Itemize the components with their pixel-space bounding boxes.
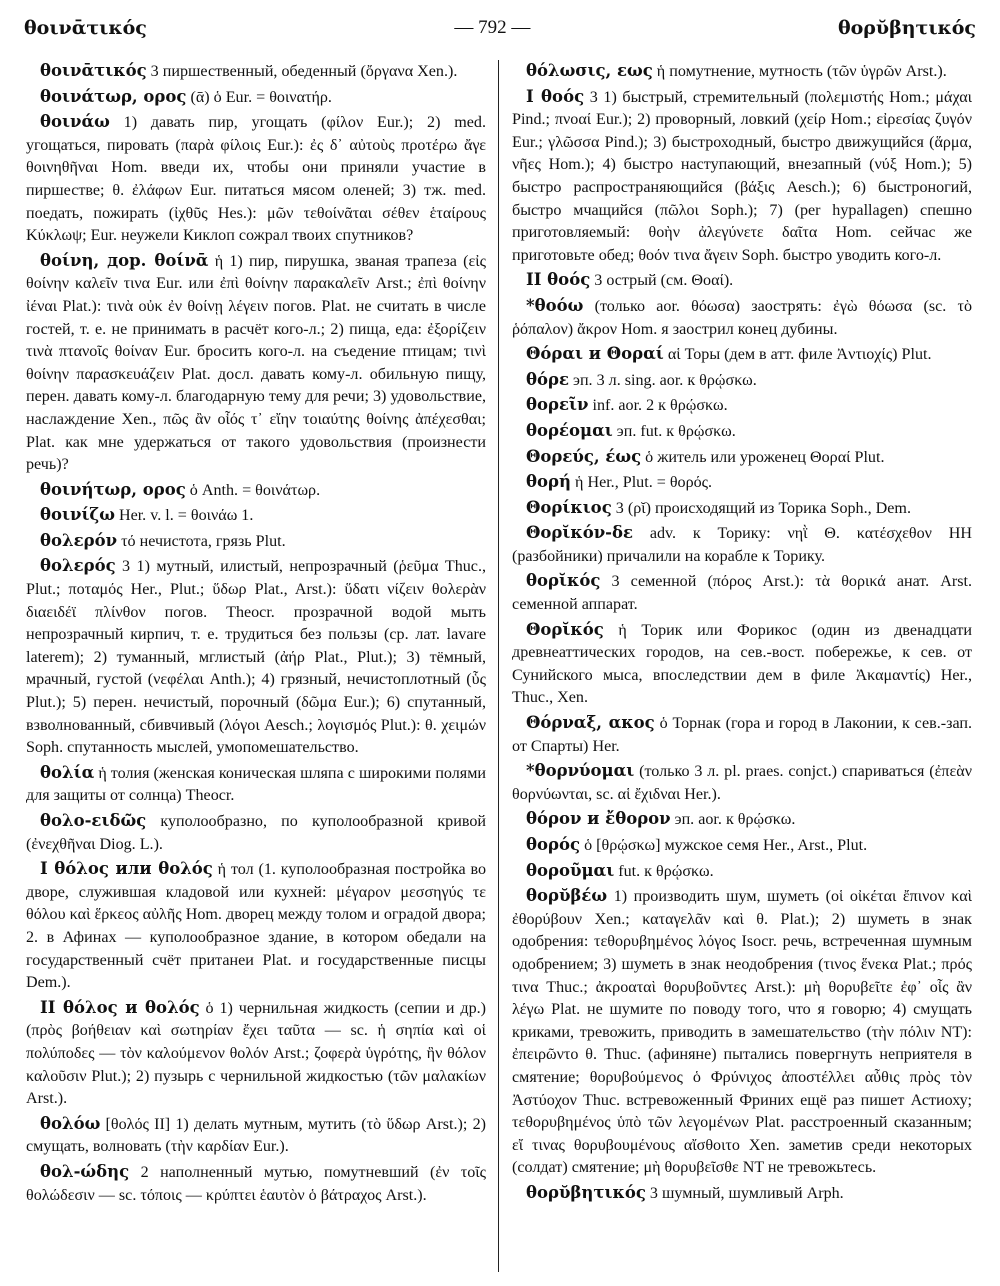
entry-definition: [θολός II] 1) делать мутным, мутить (τὸ ὕδωρ Arst.); 2) смущать, волновать (τὴν καρδίαν Eur.). [26,1115,486,1156]
dictionary-entry [512,712,972,758]
entry-definition: 3 пиршественный, обеденный (ὄργανα Xen.). [146,63,458,80]
column-divider [498,60,499,1272]
dictionary-entry [512,60,972,84]
entry-definition: эп. 3 л. sing. aor. к θρῴσκω. [569,371,757,389]
entry-headword: *θορνύομαι [526,761,635,781]
running-header [24,12,976,44]
entry-definition: 1) производить шум, шуметь (οἱ οἰκέται ἔπινον καὶ ἐθορύβουν Xen.; καταγελᾶν καὶ θ. Plat.); 2) шуметь в знак одобрения: τεθορυβημένος λόγος Isocr. речь, встреченная шумным одобрением; 3) шуметь в знак неодобрения (τινος ἕνεκα Plat.; πρός τινα Thuc.; ἀκροαταὶ θορυβοῦντες Arst.): μὴ θορυβεῖτε ἐφ᾽ οἷς ἂν λέγω Plat. не шумите по поводу того, что я говорю; 4) смущать криками, тревожить, приводить в замешательство (τὴν πόλιν NT): ἐπειρῶντο θ. Thuc. (афиняне) пытались повергнуть неприятеля в смятение; θορυβούμενος ὁ Φρύνιχος ἀποστέλλει αὖθις πρὸς τὸν Ἀστύοχον Thuc. встревоженный Фриних ещё раз пишет Астиоху; τεθορυβημένος ὑπὸ τῶν λεγομένων Plat. расстроенный сказанным; εἴ τινας θορυβουμένους αἴσθοιτο Xen. заметив среди некоторых (солдат) смятение; μὴ θορυβεῖσθε NT не тревожьтесь. [512,888,972,1177]
entry-definition: adv. к Торику: νηῒ Θ. κατέσχεθον HH (разбойники) причалили на корабле к Торику. [512,525,972,565]
dictionary-entry [512,394,972,418]
entry-definition: inf. aor. 2 к θρῴσκω. [588,397,728,415]
dictionary-entry [26,479,486,503]
entry-headword: II θοός [526,270,591,290]
entry-definition: 2 наполненный мутью, помутневший (ἐν τοῖς θολώδεσιν — sc. τόποις — κρύπτει ἑαυτὸν ὁ βάτραχος Arst.). [26,1163,486,1204]
entry-definition: 3 1) мутный, илистый, непрозрачный (ῥεῦμα Thuc., Plut.; ποταμός Her., Plut.; ὕδωρ Plat., Arst.): ὕδατι νίζειν θολερὰν διαειδέϊ πλίνθον погов. Theocr. прозрачной водой мыть непрозрачный кирпич, т. е. трудиться без пользы (ср. лат. lavare laterem); 2) туманный, мглистый (ἀήρ Plat., Plut.); 3) тёмный, мрачный, густой (νεφέλαι Anth.); 4) грязный, нечистоплотный (ὗς Plut.); 5) перен. нечистый, порочный (δῶμα Eur.); 6) спутанный, взволнованный, сбивчивый (λόγοι Aesch.; λογισμός Plut.): θ. χειμών Soph. спутанность мыслей, умопомешательство. [26,558,486,757]
entry-definition: ὁ 1) чернильная жидкость (сепии и др.) (πρὸς βοήθειαν καὶ σωτηρίαν ἔχει ταῦτα — sc. ἡ σηπία καὶ οἱ πολύποδες — τὸν καλούμενον θολόν Arst.; ζοφερὰ ὑγρότης, ἣν θόλον καλοῦσιν Plut.); 2) пузырь с чернильной жидкостью (τῶν μαλακίων Arst.). [26,999,486,1108]
entry-definition: αἱ Торы (дем в атт. филе Ἀντιοχίς) Plut. [663,346,932,364]
entry-headword: II θόλος и θολός [40,997,200,1017]
entry-headword: θοίνη, дор. θοίνᾱ [40,250,209,270]
dictionary-entry [26,1113,486,1159]
dictionary-entry [26,810,486,856]
entry-definition: ἡ Торик или Форикос (один из двенадцати древнеаттических городов, на сев.-вост. побережье, к сев. от Сунийского мыса, впоследствии дем в филе Ἀκαμαντίς) Her., Thuc., Xen. [512,621,972,707]
entry-definition: 3 острый (см. Θοαί). [590,272,734,290]
entry-definition: ὁ житель или уроженец Θοραί Plut. [641,448,885,466]
entry-definition: Her. v. l. = θοινάω 1. [114,507,254,525]
dictionary-entry [26,555,486,759]
dictionary-entry [26,530,486,554]
dictionary-entry [512,497,972,521]
dictionary-entry [512,860,972,884]
dictionary-entry [512,834,972,858]
dictionary-entry [512,86,972,268]
dictionary-entry [26,858,486,995]
entry-headword: Θορίκιος [526,497,612,517]
entry-definition: 3 1) быстрый, стремительный (πολεμιστής Hom.; μάχαι Pind.; πνοαί Eur.); 2) проворный, ловкий (χείρ Hom.; εἰρεσίας ζυγόν Eur.; γλῶσσα Pind.); 3) быстроходный, быстро движущийся (ἅρμα, νῆες Hom.); 4) быстро наступающий, внезапный (νύξ Hom.); 5) быстро распространяющийся (βάξις Aesch.); 6) быстроногий, быстро мчащийся (πῶλοι Soph.); 7) (per hypallagen) спешно приготовляемый: θοὴν ἀλεγύνετε δαῖτα Hom. сейчас же приготовьте обед; θοόν τινα ἄγειν Soph. быстро уводить кого-л. [512,88,972,264]
entry-headword: θορῠβέω [526,886,608,906]
entry-definition: fut. к θρῴσκω. [614,862,714,880]
entry-headword: θορῐκός [526,571,601,591]
entry-definition: 3 (ρῐ) происходящий из Торика Soph., Dem. [611,499,911,517]
entry-headword: Θορῐκός [526,619,604,639]
dictionary-entry [512,522,972,568]
entry-headword: θορή [526,472,571,492]
entry-definition: эп. fut. к θρῴσκω. [612,422,736,440]
dictionary-entry [26,504,486,528]
header-right-headword: θορῠβητικός [837,17,976,39]
entry-headword: θόρε [526,369,570,389]
entry-definition: τό нечистота, грязь Plut. [117,532,286,550]
entry-headword: θοινᾱτικός [40,61,147,80]
entry-headword: θοινάτωρ, ορος [40,86,187,106]
entry-headword: θοροῦμαι [526,860,615,880]
header-left-headword: θοινᾱτικός [24,17,147,39]
entry-definition: 3 шумный, шумливый Arph. [645,1184,844,1202]
right-column [512,60,972,1276]
entry-headword: θοινίζω [40,505,115,525]
dictionary-entry [512,885,972,1180]
dictionary-entry [26,1161,486,1207]
entry-headword: θολερόν [40,530,118,550]
entry-headword: θοινήτωρ, ορος [40,479,186,499]
dictionary-entry [512,446,972,470]
entry-definition: ὁ Anth. = θοινάτωρ. [185,481,321,499]
left-column [26,60,486,1276]
dictionary-entry [512,343,972,367]
entry-definition: ὁ Торнак (гора и город в Лаконии, к сев.-зап. от Спарты) Her. [512,715,972,755]
dictionary-entry [512,269,972,293]
entry-headword: Θόραι и Θοραί [526,344,664,364]
entry-headword: θοινάω [40,112,110,132]
entry-definition: ἡ 1) пир, пирушка, званая трапеза (εἰς θοίνην καλεῖν τινα Eur. или ἐπὶ θοίνην παρακαλεῖν Arst.; ἐπὶ θοίνην ἰέναι Plat.): τινὰ οὐκ ἐν θοίνῃ λέγειν погов. Plat. не считать в числе гостей, т. е. не принимать в расчёт кого-л.; 2) пища, еда: ἐξορίζειν τινὰ πτανοῖς θοίναν Eur. бросить кого-л. на съедение птицам; τινὶ θοίνην παρασκευάζειν Plat. досл. давать кому-л. обильную пищу, перен. давать кому-л. благодарную тему для речи; 3) удовольствие, наслаждение Xen., πῶς ἂν οἷός τ᾽ εἴην τοιαύτης θοίνης ἀπέχεσθαι; Plat. как мне удержаться от такого удовольствия (произнести речь)? [26,252,486,474]
entry-headword: θολο-ειδῶς [40,811,147,830]
entry-definition: эп. aor. к θρῴσκω. [670,811,796,829]
entry-headword: θορός [526,835,581,854]
dictionary-entry [26,762,486,808]
entry-headword: θορεῖν [526,395,589,415]
dictionary-entry [512,808,972,832]
entry-definition: ἡ Her., Plut. = θορός. [570,474,713,492]
entry-headword: θορέομαι [526,420,613,440]
entry-headword: I θοός [526,86,585,106]
entry-headword: Θορεύς, έως [526,446,642,466]
page-number: — 792 — [454,17,531,38]
entry-definition: (ᾱ) ὁ Eur. = θοινατήρ. [186,88,332,106]
dictionary-entry [512,369,972,393]
entry-definition: ἡ толия (женская коническая шляпа с широкими полями для защиты от солнца) Theocr. [26,764,486,805]
entry-definition: 1) давать пир, угощать (φίλον Eur.); 2) med. угощаться, пировать (παρὰ φίλοις Eur.): ἐς δ᾽ αὐτοὺς προτέρω ἄγε θοινηθῆναι Hom. введи их, чтобы они приняли участие в пиршестве; θ. ἐλάφων Eur. питаться мясом оленей; 3) тж. med. поедать, пожирать (ἰχθῦς Hes.): μῶν τεθοίνᾶται σέθεν ἑταίρους Κύκλωψ; Eur. неужели Киклоп сожрал твоих спутников? [26,114,486,245]
dictionary-entry [26,111,486,248]
entry-definition: (только 3 л. pl. praes. conjct.) спариваться (ἐπεὰν θορνύωνται, sc. αἱ ἔχιδναι Her.). [512,763,972,803]
dictionary-entry [26,997,486,1111]
entry-definition: ἡ тол (1. куполообразная постройка во дворе, служившая кладовой или кухней: μέγαρον μεσσηγύς τε θόλου καὶ ἕρκεος αὐλῆς Hom. дворец между толом и оградой двора; 2. в Афинах — куполообразное здание, в котором обедали на государственный счёт пританеи Plat. и государственные писцы Dem.). [26,861,486,992]
entry-definition: ἡ помутнение, мутность (τῶν ὑγρῶν Arst.). [652,63,947,80]
entry-headword: θολία [40,762,95,782]
entry-headword: θολ-ώδης [40,1161,130,1181]
entry-headword: Θορῐκόν-δε [526,523,634,543]
entry-headword: θόλωσις, εως [526,61,653,80]
dictionary-entry [512,471,972,495]
entry-headword: θολόω [40,1113,101,1133]
entry-definition: (только aor. θόωσα) заострять: ἐγὼ θόωσα (sc. τὸ ῥόπαλον) ἄκρον Hom. я заострил конец дубины. [512,297,972,338]
dictionary-entry [512,420,972,444]
entry-headword: Θόρναξ, ακος [526,713,655,733]
dictionary-entry [26,250,486,477]
entry-headword: I θόλος или θολός [40,859,213,879]
entry-definition: ὁ [θρῴσκω] мужское семя Her., Arst., Plut. [580,837,868,854]
entry-headword: θόρον и ἔθορον [526,809,671,829]
entry-definition: 3 семенной (πόρος Arst.): τὰ θορικά анат. Arst. семенной аппарат. [512,573,972,614]
dictionary-entry [512,570,972,616]
dictionary-entry [512,760,972,806]
entry-headword: θορῠβητικός [526,1182,646,1202]
dictionary-entry [512,619,972,710]
dictionary-entry [512,295,972,341]
entry-definition: куполообразно, по куполообразной кривой (ἐνεχθῆναι Diog. L.). [26,813,486,853]
dictionary-entry [26,86,486,110]
entry-headword: θολερός [40,556,116,576]
dictionary-entry [512,1182,972,1206]
dictionary-entry [26,60,486,84]
entry-headword: *θοόω [526,295,584,315]
